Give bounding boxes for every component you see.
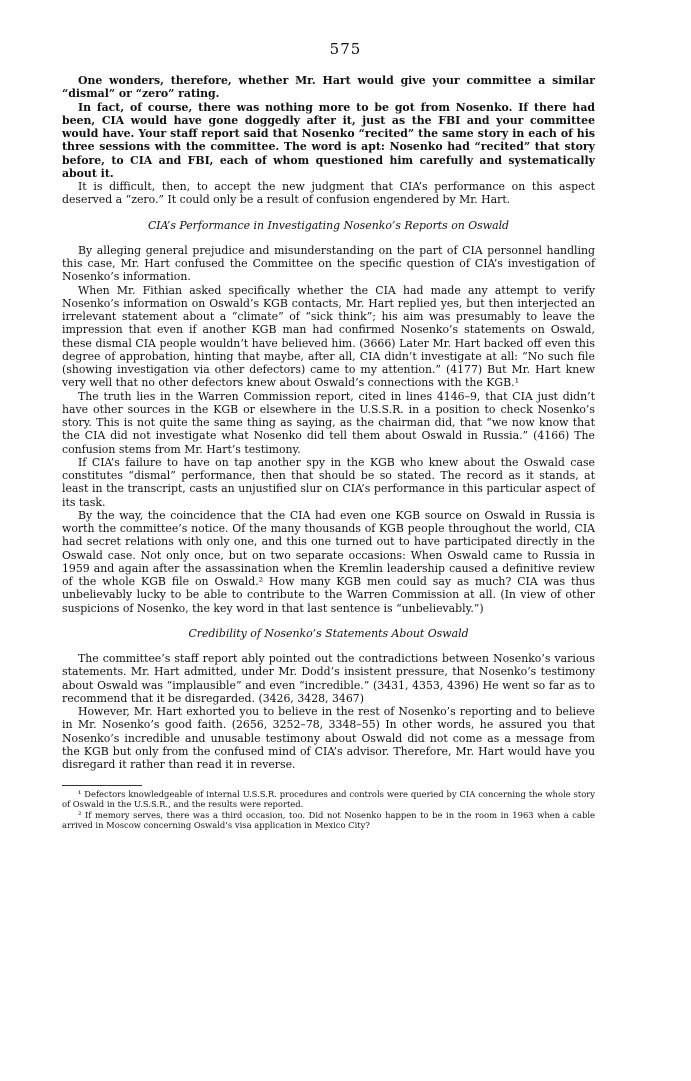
paragraph: However, Mr. Hart exhorted you to believe in the rest of Nosenko’s reporting and to believe in Mr. Nosenko’s good faith. (2656, 3252–78, 3348–55) In other words, he assured you that Nosenko’s incredible and unusable testimony about Oswald did not come as a message from the KGB but only from the confused mind of CIA’s advisor. Therefore, Mr. Hart would have you disregard it rather than read it in reverse. (62, 705, 595, 771)
paragraph: One wonders, therefore, whether Mr. Hart would give your committee a similar “dismal” or “zero” rating. (62, 74, 595, 101)
footnote: ¹ Defectors knowledgeable of internal U.S.S.R. procedures and controls were queried by CIA concerning the whole story of Oswald in the U.S.S.R., and the results were reported. (62, 789, 595, 810)
section-heading: CIA’s Performance in Investigating Nosenko’s Reports on Oswald (147, 218, 510, 232)
paragraph: By alleging general prejudice and misunderstanding on the part of CIA personnel handling this case, Mr. Hart confused the Committee on the specific question of CIA’s investigation of Nosenko’s information. (62, 243, 595, 284)
footnote-divider (62, 785, 142, 786)
section-heading: Credibility of Nosenko’s Statements About Oswald (188, 626, 469, 640)
paragraph: The committee’s staff report ably pointed out the contradictions between Nosenko’s various statements. Mr. Hart admitted, under Mr. Dodd’s insistent pressure, that Nosenko’s testimony about Oswald was “implausible” and even “incredible.” (3431, 4353, 4396) He went so far as to recommend that it be disregarded. (3426, 3428, 3467) (62, 652, 595, 705)
paragraph: It is difficult, then, to accept the new judgment that CIA’s performance on this aspect deserved a “zero.” It could only be a result of confusion engendered by Mr. Hart. (62, 180, 595, 207)
document-body (62, 74, 595, 830)
paragraph: The truth lies in the Warren Commission report, cited in lines 4146–9, that CIA just didn’t have other sources in the KGB or elsewhere in the U.S.S.R. in a position to check Nosenko’s story. This is not quite the same thing as saying, as the chairman did, that “we now know that the CIA did not investigate what Nosenko did tell them about Oswald in Russia.” (4166) The confusion stems from Mr. Hart’s testimony. (62, 389, 595, 456)
paragraph: By the way, the coincidence that the CIA had even one KGB source on Oswald in Russia is worth the committee’s notice. Of the many thousands of KGB people throughout the world, CIA had secret relations with only one, and this one turned out to have participated directly in the Oswald case. Not only once, but on two separate occasions: When Oswald came to Russia in 1959 and again after the assassination when the Kremlin leadership caused a definitive review of the whole KGB file on Oswald.² How many KGB men could say as much? CIA was thus unbelievably lucky to be able to contribute to the Warren Commission at all. (In view of other suspicions of Nosenko, the key word in that last sentence is “unbelievably.”) (62, 508, 595, 615)
page-number: 575 (329, 40, 362, 58)
paragraph: In fact, of course, there was nothing more to be got from Nosenko. If there had been, CIA would have gone doggedly after it, just as the FBI and your committee would have. Your staff report said that Nosenko “recited” the same story in each of his three sessions with the committee. The word is apt: Nosenko had “recited” that story before, to CIA and FBI, each of whom questioned him carefully and systematically about it. (62, 100, 595, 180)
footnote: ² If memory serves, there was a third occasion, too. Did not Nosenko happen to be in the room in 1963 when a cable arrived in Moscow concerning Oswald’s visa application in Mexico City? (62, 809, 595, 830)
paragraph: When Mr. Fithian asked specifically whether the CIA had made any attempt to verify Nosenko’s information on Oswald’s KGB contacts, Mr. Hart replied yes, but then interjected an irrelevant statement about a “climate” of “sick think”; his aim was presumably to leave the impression that even if another KGB man had confirmed Nosenko’s statements on Oswald, these dismal CIA people wouldn’t have believed him. (3666) Later Mr. Hart backed off even this degree of approbation, hinting that maybe, after all, CIA didn’t investigate at all: “No such file (showing investigation via other defectors) came to my attention.” (4177) But Mr. Hart knew very well that no other defectors knew about Oswald’s connections with the KGB.¹ (62, 283, 595, 390)
paragraph: If CIA’s failure to have on tap another spy in the KGB who knew about the Oswald case constitutes “dismal” performance, then that should be so stated. The record as it stands, at least in the transcript, casts an unjustified slur on CIA’s performance in this particular aspect of its task. (62, 455, 595, 509)
